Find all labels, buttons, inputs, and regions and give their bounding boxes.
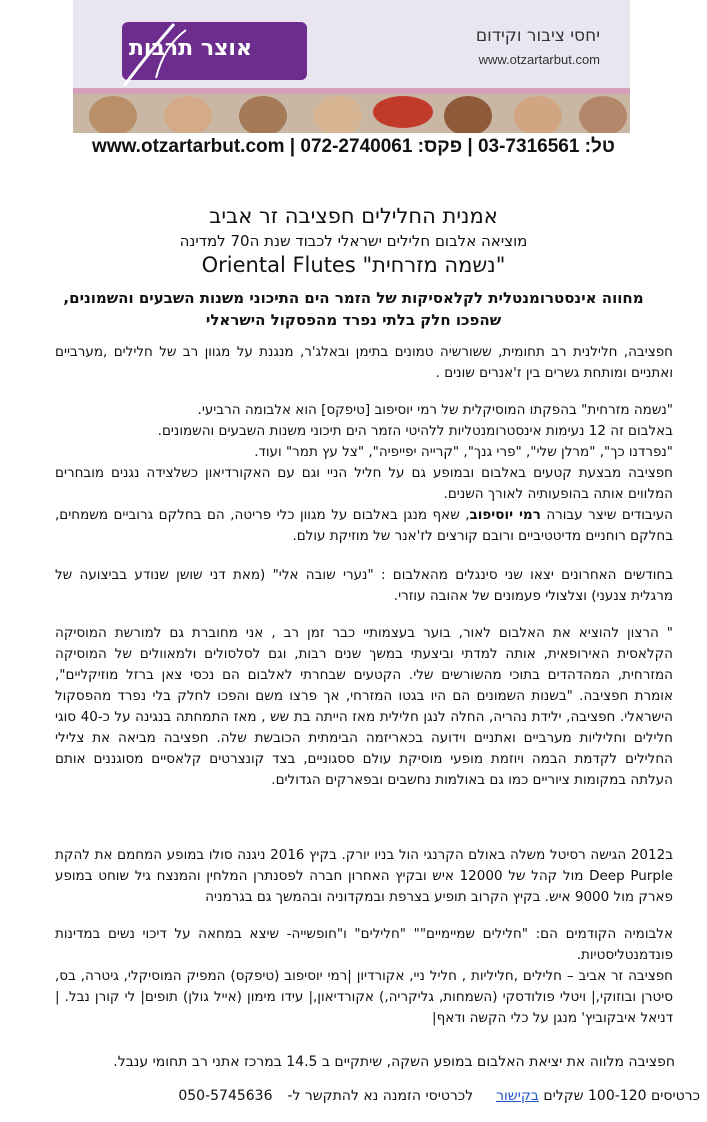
launch-note: חפציבה מלווה את יציאת האלבום במופע השקה, שיתקיים ב 14.5 במרכז אתני רב תחומי ענבל.	[113, 1054, 675, 1070]
banner-tagline: יחסי ציבור וקידום	[475, 26, 600, 46]
contact-line: טל: 03-7316561 | פקס: 072-2740061 | www.otzartarbut.com	[92, 136, 615, 157]
text-line: "נפרדנו כך", "מרלן שלי", "פרי גנך", "קרייה יפייפיה", "צל עץ תמר" ועוד.	[254, 444, 673, 460]
brand-logo	[122, 22, 307, 80]
paragraph-performances: ב2012 הגישה רסיטל משלה באולם הקרנגי הול בניו יורק. בקיץ 2016 ניגנה סולו במופע המחמם את להקת Deep Purple מול קהל של 12000 איש ובקיץ האחרון חברה לפסנתרן המלחין והמנצח גיל שוחט במופע פארק מול 9000 איש. בקיץ הקרוב תופיע בצרפת ובמקדוניה ובהמשך גם בגרמניה	[55, 847, 673, 905]
text-line: חפציבה מבצעת קטעים באלבום ובמופע גם על חליל הניי וגם עם האקורדיאון כשלצידה נגנים מובחרים המלווים אותה בהופעותיה לאורך השנים.	[55, 465, 673, 502]
header-banner	[73, 0, 630, 133]
page-subtitle: מוציאה אלבום חלילים ישראלי לכבוד שנת ה70 למדינה	[179, 232, 528, 250]
ticket-link[interactable]: בקישור	[496, 1088, 539, 1104]
paragraph-quote: " הרצון להוציא את האלבום לאור, בוער בעצמותיי כבר זמן רב , אני מחוברת גם למורשת המוסיקה הקלאסית האירופאית, אותה למדתי וביצעתי במשך שנים רבות, וגם לסלסולים ולמאוולים של המוסיקה המזרחית, המהדהדים בתוכי מהשורשים שלי. הקטעים שבחרתי לאלבום הם נכסי צאן ברזל מוזיקליים", אומרת חפציבה. "בשנות השמונים הם היו בגטו המזרחי, אך פרצו משם והפכו לחלק בלי נפרד מהפסקול הישראלי. חפציבה, ילידת נהריה, החלה לנגן חלילית מאז הייתה בת שש , מאז התמחתה בנגינה על כ-40 סוגי חלילים וחליליות מערביים ואתניים וידועה בכאריזמה הבימתית הכובשת שלה. חפציבה מביאה את צלילי החלילים לקדמת הבמה ויוזמת מופעי מוסיקת עולם ססגוניים, בצד קונצרטים קלאסיים מסוגננים אותם העלתה במקומות ציוריים כמו גם באולמות נחשבים ובפארקים הגדולים.	[55, 625, 674, 788]
ticket-price: כרטיסים 100-120 שקלים	[543, 1088, 700, 1104]
paragraph-singles: בחודשים האחרונים יצאו שני סינגלים מהאלבום : "נערי שובה אלי" (מאת דני שושן שנודע בביצועה של מרגלית צנעני) וצלצולי פעמונים של אהובה עוזרי.	[55, 567, 673, 604]
phone-number: 050-5745636	[178, 1088, 273, 1104]
producer-name: רמי יוסיפוב	[469, 507, 541, 523]
paragraph-album	[55, 400, 673, 547]
paragraph-intro: חפציבה, חלילנית רב תחומית, ששורשיה טמונים בתימן ובאלג'ר, מנגנת על מגוון רב של חלילים ,מערביים ואתניים ומותחת גשרים בין ז'אנרים שונים .	[55, 344, 673, 381]
text-line: העיבודים שיצר עבורה רמי יוסיפוב, שאף מנגן באלבום על מגוון כלי פריטה, הם בחלקם גרוביים משמחים, בחלקם רוחניים מדיטטיביים ורובם קורצים לז'אנר של מוזיקת עולם.	[55, 507, 673, 544]
album-description-line: מחווה אינסטרומנטלית לקלאסיקות של הזמר הים התיכוני משנות השבעים והשמונים,	[63, 289, 644, 307]
text-line: "נשמה מזרחית" בהפקתו המוסיקלית של רמי יוסיפוב [טיפקס] הוא אלבומה הרביעי.	[197, 402, 673, 418]
album-description-line: שהפכו חלק בלתי נפרד מהפסקול הישראלי	[205, 311, 502, 329]
text-line: חפציבה זר אביב – חלילים ,חליליות , חליל ניי, אקורדיון |רמי יוסיפוב (טיפקס) המפיק המוסיקלי, גיטרה, בס, סיטרן ובוזוקי,| ויטלי פולודסקי (השמחות, גליקריה,) אקורדיאון,| עידו מימון (אייל גולן) תופים| לי קורן נבל. | דניאל איבקוביץ' מנגן על כלי הקשה ודאף|	[55, 968, 673, 1026]
text-line: באלבום זה 12 נעימות אינסטרומנטליות ללהיטי הזמר הים תיכוני משנות השבעים והשמונים.	[157, 423, 673, 439]
ticket-info	[100, 1088, 700, 1104]
page-title: אמנית החלילים חפציבה זר אביב	[209, 204, 498, 228]
text-line: אלבומיה הקודמים הם: "חלילים שמיימיים"" "חלילים" ו"חופשייה- שיצא במחאה על דיכוי נשים במדינות פונדמנטליסטיות.	[55, 926, 673, 963]
phone-label: לכרטיסי הזמנה נא להתקשר ל-	[287, 1088, 474, 1104]
album-description	[0, 287, 707, 331]
paragraph-credits	[55, 924, 673, 1029]
logo-text: אוצר תרבות	[128, 36, 252, 61]
portraits-image	[73, 88, 630, 133]
album-title: "נשמה מזרחית" Oriental Flutes	[201, 253, 506, 277]
photo-strip	[73, 88, 630, 133]
banner-url: www.otzartarbut.com	[478, 52, 600, 67]
